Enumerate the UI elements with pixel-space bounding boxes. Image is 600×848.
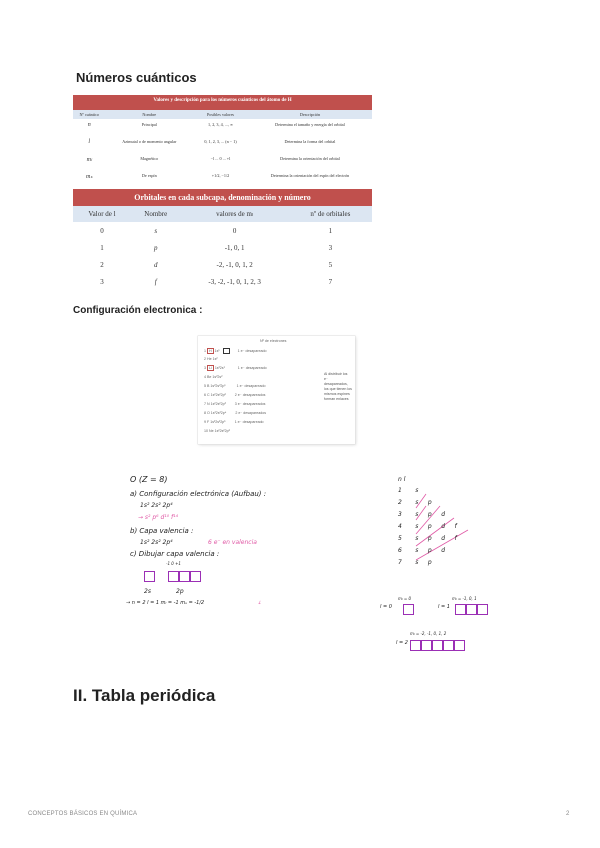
element-symbol: O [207, 411, 210, 415]
section-heading-periodic-table: II. Tabla periódica [73, 686, 216, 705]
config-note: 1 e⁻ desapareado [237, 366, 267, 370]
diag-row [398, 559, 457, 571]
table-row [73, 136, 372, 153]
list-item [204, 366, 267, 370]
list-item [204, 411, 266, 415]
list-item [204, 375, 222, 379]
config: 1s¹ [214, 348, 220, 353]
table2-name: s [154, 226, 158, 235]
orbital-box [179, 571, 190, 582]
diag-d: d [441, 523, 446, 530]
notes-pink-note: ↆ [258, 600, 261, 606]
ml0-label: mₗ = 0 [398, 596, 411, 601]
table1-symbol: mₗ [86, 157, 92, 163]
table1-name: Principal [141, 122, 157, 127]
diag-p: p [427, 523, 432, 530]
atomic-number: 3 [204, 366, 206, 370]
config: 1s²2s²2p⁶ [214, 429, 231, 433]
table2-ml: -2, -1, 0, 1, 2 [216, 260, 253, 269]
element-symbol: N [207, 402, 210, 406]
section-heading-quantum-numbers: Números cuánticos [76, 70, 197, 85]
atomic-number: 10 [204, 429, 208, 433]
table2-count: 7 [328, 277, 333, 286]
notes-config: 1s² 2s² 2p⁴ [140, 502, 173, 509]
orbital-box [168, 571, 179, 582]
quantum-numbers-table [73, 95, 372, 187]
element-symbol: Be [207, 375, 212, 379]
notes-p-label: 2p [176, 588, 184, 595]
table1-header: Descripción [248, 110, 372, 119]
atomic-number: 2 [204, 357, 206, 361]
table2-header: valores de mₗ [181, 206, 289, 222]
list-item [204, 420, 264, 424]
list-item [204, 393, 265, 397]
diag-n: 3 [398, 511, 402, 518]
list-item [204, 384, 265, 388]
table1-desc: Determina la orientación del orbital [280, 156, 340, 161]
diag-n: 7 [398, 559, 402, 566]
table2-name: d [154, 260, 158, 269]
config: 1s²2s²2p² [210, 393, 226, 397]
table2-ml: -1, 0, 1 [224, 243, 245, 252]
notes-ml-row: -1 0 +1 [166, 561, 181, 566]
table1-desc: Determina la orientación del espín del electrón [270, 173, 350, 178]
l2-label: l = 2 [396, 640, 408, 646]
diag-s: s [415, 511, 419, 518]
ml101-label: mₗ = -1, 0, 1 [452, 596, 477, 601]
notes-title: O (Z = 8) [130, 475, 168, 484]
diag-f: f [454, 535, 457, 542]
page-number: 2 [566, 811, 570, 817]
diag-rows [398, 487, 457, 571]
orbital-box [477, 604, 488, 615]
atomic-number: 4 [204, 375, 206, 379]
element-symbol: Li [209, 366, 212, 370]
config-note: 1 e⁻ desapareado [234, 420, 264, 424]
element-symbol: C [207, 393, 210, 397]
notes-valence: 1s² 2s² 2p⁴ [140, 539, 173, 546]
config-note: 1 e⁻ desapareado [237, 348, 267, 353]
table2-caption: Orbitales en cada subcapa, denominación y número [73, 189, 372, 206]
orbital-box [410, 640, 421, 651]
diag-p: p [427, 535, 432, 542]
diag-n: 2 [398, 499, 402, 506]
panel-header: Nº de electrones [260, 339, 287, 343]
orbital-box [223, 348, 230, 354]
orbital-box [190, 571, 201, 582]
table-row [73, 222, 372, 239]
l1-label: l = 1 [438, 604, 450, 610]
orbital-box [421, 640, 432, 651]
table-row [73, 273, 372, 290]
list-item [204, 402, 265, 406]
panel-side-note: Al distribuir los e⁻ desapareados, los que tienen los mismos espines forman enlaces [324, 372, 352, 402]
notes-quantum: → n = 2 l = 1 mₗ = -1 mₛ = -1/2 [126, 600, 205, 606]
atomic-number: 8 [204, 411, 206, 415]
table2-ml: 0 [232, 226, 237, 235]
orbital-box [455, 604, 466, 615]
diag-s: s [415, 499, 419, 506]
list-item [204, 348, 266, 354]
orbital-box-l0 [403, 601, 414, 619]
diag-n: 4 [398, 523, 402, 530]
notes-step-b: b) Capa valencia : [130, 527, 194, 535]
orbital-boxes-l1 [455, 601, 488, 619]
table2-l: 2 [100, 260, 104, 269]
config: 1s²2s¹ [214, 366, 225, 370]
config-note: 2 e⁻ desapareados [234, 393, 266, 397]
diag-s: s [415, 547, 419, 554]
table2-count: 3 [328, 243, 333, 252]
diag-d: d [441, 547, 446, 554]
table2-header: Nombre [131, 206, 181, 222]
table2-header: Valor de l [73, 206, 131, 222]
table1-values: 0, 1, 2, 3, ... (n − 1) [204, 139, 237, 144]
diag-d: d [441, 535, 446, 542]
diag-s: s [415, 559, 419, 566]
orbital-box [432, 640, 443, 651]
table2-l: 3 [100, 277, 104, 286]
table1-header: Posibles valores [193, 110, 248, 119]
diag-d: d [441, 511, 446, 518]
table2-count: 5 [328, 260, 333, 269]
diag-p: p [427, 499, 432, 506]
ml2-label: mₗ = -2, -1, 0, 1, 2 [410, 631, 447, 636]
table1-name: Magnético [140, 156, 159, 161]
orbital-box [454, 640, 465, 651]
electron-config-panel [198, 336, 355, 444]
table1-values: −l ... 0 ... +l [210, 156, 231, 161]
diag-row [398, 487, 457, 499]
diag-n: 6 [398, 547, 402, 554]
diag-p: p [427, 511, 432, 518]
orbitals-table [73, 189, 372, 290]
atomic-number: 5 [204, 384, 206, 388]
notes-step-c: c) Dibujar capa valencia : [130, 550, 220, 558]
orbital-boxes-l2 [410, 637, 465, 655]
table2-name: f [154, 277, 157, 286]
list-item [204, 429, 230, 433]
table1-name: Azimutal o de momento angular [122, 139, 177, 144]
table1-caption: Valores y descripción para los números cuánticos del átomo de H [73, 95, 372, 110]
notes-step-a: a) Configuración electrónica (Aufbau) : [130, 490, 267, 498]
table1-symbol: n [87, 122, 91, 128]
diag-s: s [415, 535, 419, 542]
diag-s: s [415, 523, 419, 530]
notes-valence-note: 6 e⁻ en valencia [208, 539, 257, 546]
config: 1s²2s²2p⁴ [210, 411, 227, 415]
config: 1s²2s²2p⁵ [210, 420, 226, 424]
element-symbol: H [209, 348, 212, 353]
config: 1s²2s² [212, 375, 223, 379]
orbital-box [144, 571, 155, 582]
table2-l: 0 [100, 226, 104, 235]
diag-row [398, 547, 457, 559]
config: 1s² [212, 357, 218, 361]
diag-n: 1 [398, 487, 402, 494]
orbital-box [466, 604, 477, 615]
diag-row [398, 511, 457, 523]
table2-name: p [154, 243, 158, 252]
footer-title: CONCEPTOS BÁSICOS EN QUÍMICA [28, 811, 138, 817]
notes-cf: → s² p⁶ d¹⁰ f¹⁴ [138, 514, 178, 521]
l0-label: l = 0 [380, 604, 392, 610]
diag-title: n l [398, 476, 406, 483]
notes-s-label: 2s [144, 588, 151, 595]
table-row [73, 239, 372, 256]
atomic-number: 9 [204, 420, 206, 424]
orbital-box [443, 640, 454, 651]
atomic-number: 1 [204, 348, 206, 353]
diag-row [398, 535, 457, 547]
config-note: 1 e⁻ desapareado [236, 384, 266, 388]
table1-values: 1, 2, 3, 4, ..., ∞ [208, 122, 233, 127]
diag-n: 5 [398, 535, 402, 542]
table2-ml: -3, -2, -1, 0, 1, 2, 3 [208, 277, 261, 286]
config: 1s²2s²2p³ [210, 402, 226, 406]
table1-symbol: l [88, 139, 91, 145]
table-row [73, 119, 372, 136]
diag-f: f [454, 523, 457, 530]
table1-header: Nombre [105, 110, 193, 119]
diag-row [398, 499, 457, 511]
table2-count: 1 [328, 226, 333, 235]
table2-header: nº de orbitales [289, 206, 372, 222]
config: 1s²2s²2p¹ [210, 384, 226, 388]
table2-l: 1 [100, 243, 104, 252]
diag-p: p [427, 559, 432, 566]
table-row [73, 153, 372, 170]
diag-p: p [427, 547, 432, 554]
orbital-box [403, 604, 414, 615]
table-row [73, 256, 372, 273]
element-symbol: He [207, 357, 212, 361]
diag-s: s [415, 487, 419, 494]
atomic-number: 7 [204, 402, 206, 406]
section-heading-electron-config: Configuración electronica : [73, 305, 203, 316]
table-row [73, 170, 372, 187]
table1-name: De espín [141, 173, 157, 178]
orbital-boxes-valence [144, 568, 201, 586]
table1-header: Nº cuántico [73, 110, 105, 119]
table1-values: +1/2, −1/2 [211, 173, 230, 178]
table1-desc: Determina la forma del orbital [284, 139, 336, 144]
element-symbol: Ne [209, 429, 214, 433]
config-note: 2 e⁻ desapareados [235, 411, 266, 415]
element-symbol: F [207, 420, 210, 424]
list-item [204, 357, 218, 361]
element-symbol: B [207, 384, 210, 388]
table1-desc: Determina el tamaño y energía del orbital [275, 122, 345, 127]
atomic-number: 6 [204, 393, 206, 397]
table1-symbol: mₛ [85, 174, 93, 180]
config-note: 3 e⁻ desapareados [234, 402, 266, 406]
diag-row [398, 523, 457, 535]
